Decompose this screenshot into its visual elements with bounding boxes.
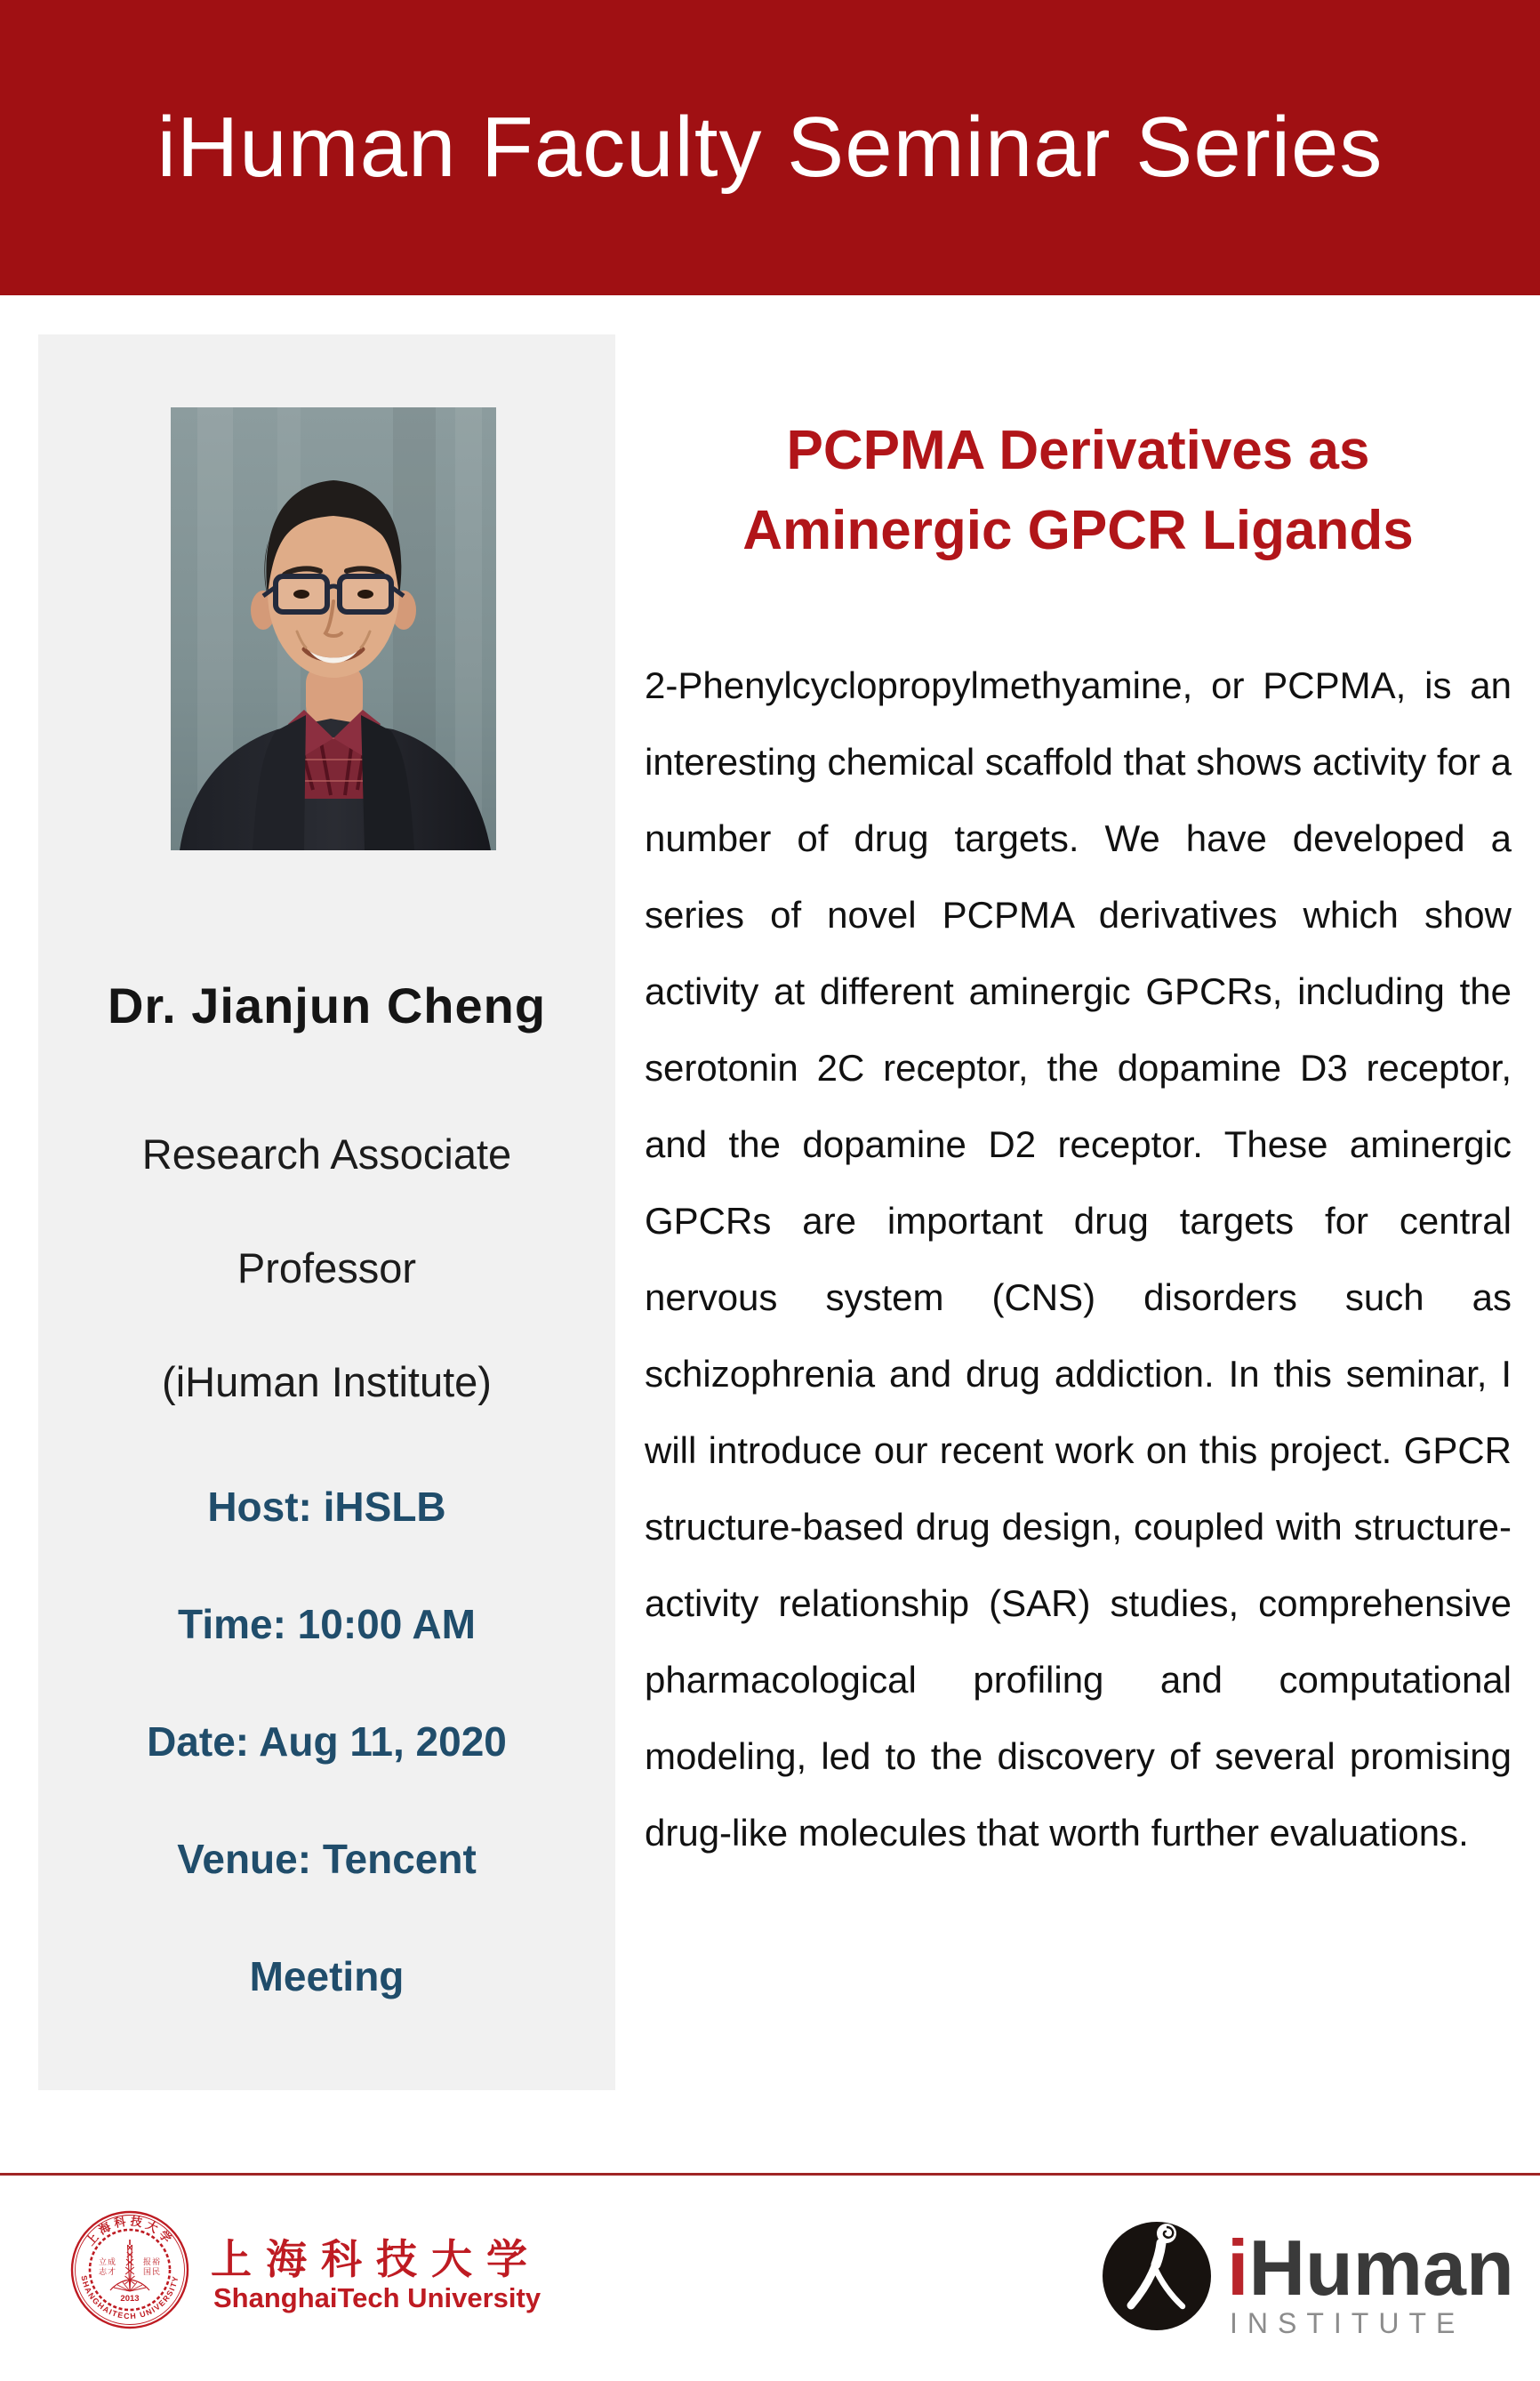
seal-motto-row: 志才	[98, 2267, 117, 2276]
speaker-photo	[171, 407, 496, 850]
seal-arc-top-text: 上海科技大学	[83, 2214, 177, 2248]
seal-year: 2013	[120, 2294, 140, 2304]
seminar-info	[38, 1448, 615, 2035]
date-line: Date: Aug 11, 2020	[147, 1718, 507, 1765]
host-line: Host: iHSLB	[207, 1484, 446, 1530]
seminar-abstract: 2-Phenylcyclopropylmethyamine, or PCPMA, is an interesting chemical scaffold that shows activity for a number of drug targets. We have developed a series of novel PCPMA derivatives which show activity at different aminergic GPCRs, including the serotonin 2C receptor, the dopamine D3 receptor, and the dopamine D2 receptor. These aminergic GPCRs are important drug targets for central nervous system (CNS) disorders such as schizophrenia and drug addiction. In this seminar, I will introduce our recent work on this project. GPCR structure-based drug design, coupled with structure-activity relationship (SAR) studies, comprehensive pharmacological profiling and computational modeling, led to the discovery of several promising drug-like molecules that worth further evaluations.	[645, 664, 1512, 1854]
speaker-titles	[38, 1098, 615, 1439]
seminar-title	[645, 411, 1512, 571]
ihuman-wordmark-rest: Human	[1248, 2224, 1514, 2312]
speaker-title-line: (iHuman Institute)	[162, 1358, 492, 1405]
seal-motto-row: 国民	[142, 2267, 162, 2276]
seal-motto-row: 立成	[98, 2257, 117, 2266]
venue-line: Venue: Tencent	[177, 1836, 477, 1882]
seminar-title-line: Aminergic GPCR Ligands	[742, 500, 1414, 561]
speaker-title-line: Research Associate	[141, 1130, 512, 1178]
time-line: Time: 10:00 AM	[178, 1601, 476, 1647]
speaker-title-line: Professor	[237, 1244, 417, 1291]
venue-line-2: Meeting	[249, 1953, 405, 1999]
ihuman-institute-label: INSTITUTE	[1230, 2307, 1465, 2339]
ihuman-wordmark-i: i	[1227, 2224, 1249, 2312]
seal-motto-row: 报裕	[142, 2257, 162, 2266]
ihuman-wordmark	[1227, 2224, 1514, 2312]
shanghaitech-name-en: ShanghaiTech University	[213, 2282, 541, 2313]
ihuman-logo-icon	[1101, 2220, 1213, 2332]
seminar-title-line: PCPMA Derivatives as	[786, 420, 1370, 481]
footer-divider	[0, 2173, 1540, 2176]
speaker-name: Dr. Jianjun Cheng	[107, 977, 547, 1034]
shanghaitech-name-cn: 上海科技大学	[211, 2236, 541, 2282]
banner	[0, 0, 1540, 295]
shanghaitech-seal	[68, 2208, 192, 2332]
speaker-panel	[38, 334, 615, 2090]
banner-title: iHuman Faculty Seminar Series	[156, 100, 1384, 195]
seal-arc-bottom-text: SHANGHAITECH UNIVERSITY	[79, 2274, 180, 2321]
